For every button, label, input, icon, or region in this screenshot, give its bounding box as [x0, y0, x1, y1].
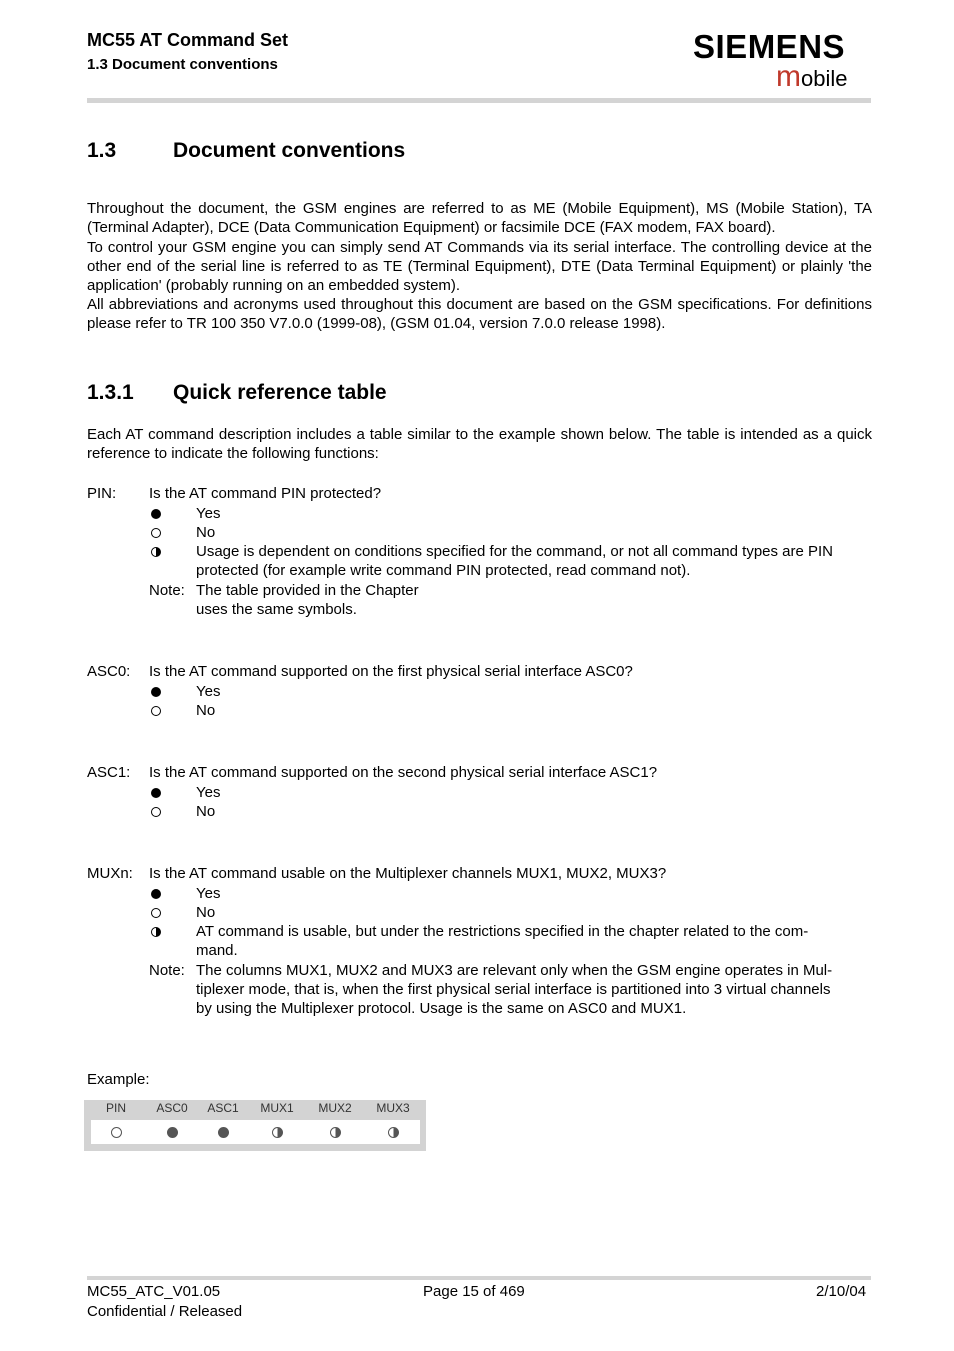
- header-section: 1.3 Document conventions: [87, 56, 278, 73]
- muxn-partial-line-2: mand.: [196, 942, 238, 959]
- pin-note-line-2: uses the same symbols.: [196, 601, 357, 618]
- pin-note-line-1: The table provided in the Chapter: [196, 582, 419, 599]
- muxn-no: No: [196, 904, 216, 921]
- muxn-note-line-1: The columns MUX1, MUX2 and MUX3 are relevant only when the GSM engine operates in Mul-: [196, 962, 833, 979]
- filled-circle-icon: [149, 504, 163, 523]
- empty-circle-icon: [149, 903, 163, 922]
- muxn-question: Is the AT command usable on the Multiplexer channels MUX1, MUX2, MUX3?: [149, 865, 667, 882]
- footer-status: Confidential / Released: [87, 1303, 243, 1320]
- section-title: Document conventions: [173, 139, 406, 162]
- pin-partial-line-2: protected (for example write command PIN protected, read command not).: [196, 562, 691, 579]
- footer-page-number: Page 15 of 469: [423, 1283, 525, 1300]
- filled-circle-icon: [149, 884, 163, 903]
- section-number: 1.3: [87, 139, 117, 162]
- muxn-note-line-2: tiplexer mode, that is, when the first physical serial interface is partitioned into 3 virtual channels: [196, 981, 831, 998]
- mobile-logo-rest: obile: [801, 66, 848, 91]
- subsection-number: 1.3.1: [87, 381, 134, 404]
- empty-circle-icon: [149, 701, 163, 720]
- asc1-question: Is the AT command supported on the second physical serial interface ASC1?: [149, 764, 658, 781]
- example-header-asc1: ASC1: [207, 1101, 239, 1115]
- asc0-label: ASC0:: [87, 663, 131, 680]
- empty-circle-icon: [149, 802, 163, 821]
- muxn-partial-line-1: AT command is usable, but under the restrictions specified in the chapter related to the com-: [196, 923, 809, 940]
- pin-yes: Yes: [196, 505, 221, 522]
- example-header-mux3: MUX3: [376, 1101, 410, 1115]
- paragraph-3: All abbreviations and acronyms used throughout this document are based on the GSM specifications. For definitions please refer to TR 100 350 V7.0.0 (1999-08), (GSM 01.04, version 7.0.0 release 1998).: [87, 296, 872, 333]
- example-header-mux2: MUX2: [318, 1101, 352, 1115]
- asc1-label: ASC1:: [87, 764, 131, 781]
- filled-circle-icon: [149, 783, 163, 802]
- asc0-yes: Yes: [196, 683, 221, 700]
- asc0-question: Is the AT command supported on the first physical serial interface ASC0?: [149, 663, 633, 680]
- asc0-no: No: [196, 702, 216, 719]
- muxn-label: MUXn:: [87, 865, 133, 882]
- mobile-logo: [776, 60, 848, 93]
- filled-circle-icon: [193, 1124, 253, 1140]
- footer-doc-id: MC55_ATC_V01.05: [87, 1283, 221, 1300]
- pin-question: Is the AT command PIN protected?: [149, 485, 382, 502]
- half-circle-icon: [149, 922, 163, 941]
- filled-circle-icon: [149, 682, 163, 701]
- paragraph-2: To control your GSM engine you can simply send AT Commands via its serial interface. The controlling device at the other end of the serial line is referred to as TE (Terminal Equipment), DTE (Data Terminal Equipment) or plainly 'the application' (probably running on an embedded system).: [87, 238, 872, 294]
- header-rule: [87, 98, 871, 103]
- pin-partial-line-1: Usage is dependent on conditions specified for the command, or not all command types are PIN: [196, 543, 834, 560]
- half-circle-icon: [149, 542, 163, 561]
- asc1-no: No: [196, 803, 216, 820]
- footer-date: 2/10/04: [816, 1283, 867, 1300]
- mobile-logo-initial: m: [776, 60, 801, 93]
- pin-no: No: [196, 524, 216, 541]
- muxn-note-line-3: by using the Multiplexer protocol. Usage is the same on ASC0 and MUX1.: [196, 1000, 687, 1017]
- paragraph-1: Throughout the document, the GSM engines are referred to as ME (Mobile Equipment), MS (Mobile Station), TA (Terminal Adapter), DCE (Data Communication Equipment) or facsimile DCE (FAX modem, FAX board).: [87, 200, 872, 237]
- empty-circle-icon: [149, 523, 163, 542]
- half-circle-icon: [247, 1124, 307, 1140]
- subsection-title: Quick reference table: [173, 381, 387, 404]
- pin-label: PIN:: [87, 485, 117, 502]
- muxn-note-label: Note:: [149, 962, 185, 979]
- siemens-logo: SIEMENS: [693, 28, 846, 65]
- example-label: Example:: [87, 1071, 150, 1088]
- empty-circle-icon: [86, 1124, 146, 1140]
- muxn-yes: Yes: [196, 885, 221, 902]
- pin-note-label: Note:: [149, 582, 185, 599]
- subsection-intro: Each AT command description includes a table similar to the example shown below. The table is intended as a quick reference to indicate the following functions:: [87, 426, 872, 463]
- half-circle-icon: [363, 1124, 423, 1140]
- example-header-asc0: ASC0: [156, 1101, 188, 1115]
- example-header-mux1: MUX1: [260, 1101, 294, 1115]
- half-circle-icon: [305, 1124, 365, 1140]
- footer-rule: [87, 1276, 871, 1280]
- asc1-yes: Yes: [196, 784, 221, 801]
- example-header-pin: PIN: [105, 1101, 126, 1115]
- document-title: MC55 AT Command Set: [87, 30, 289, 50]
